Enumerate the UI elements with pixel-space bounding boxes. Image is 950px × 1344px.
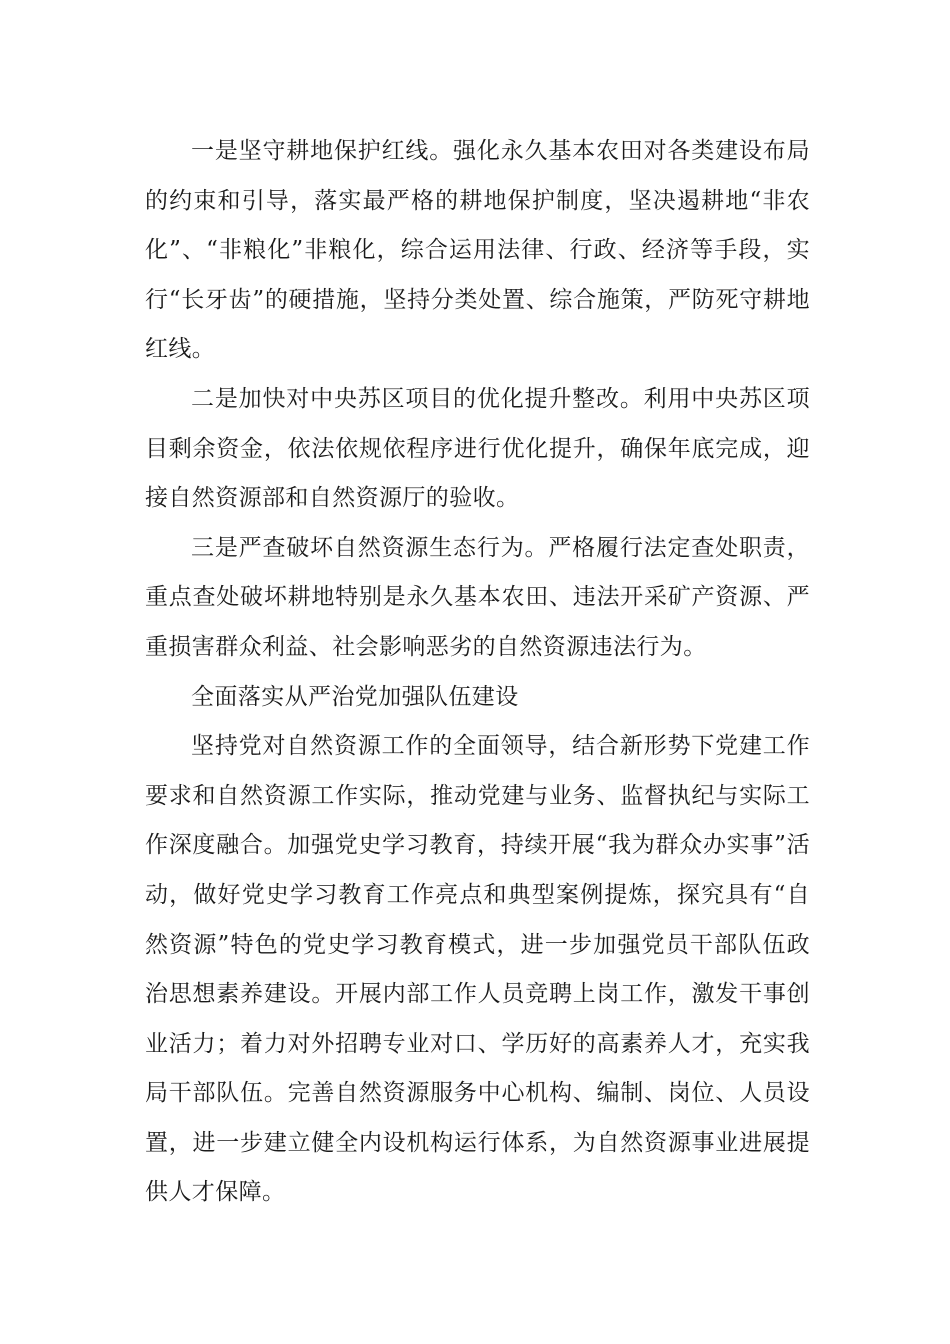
paragraph-ecological-violations: 三是严查破坏自然资源生态行为。严格履行法定查处职责，重点查处破坏耕地特别是永久基本农田、违法开采矿产资源、严重损害群众利益、社会影响恶劣的自然资源违法行为。 — [145, 534, 810, 660]
paragraph-soviet-area-project: 二是加快对中央苏区项目的优化提升整改。利用中央苏区项目剩余资金，依法依规依程序进行优化提升，确保年底完成，迎接自然资源部和自然资源厅的验收。 — [145, 385, 810, 512]
document-body — [145, 127, 810, 1218]
paragraph-farmland-protection: 一是坚守耕地保护红线。强化永久基本农田对各类建设布局的约束和引导，落实最严格的耕地保护制度，坚决遏耕地“非农化”、“非粮化”非粮化，综合运用法律、行政、经济等手段，实行“长牙齿”的硬措施，坚持分类处置、综合施策，严防死守耕地红线。 — [145, 138, 810, 363]
section-heading-party-building: 全面落实从严治党加强队伍建设 — [191, 683, 519, 710]
paragraph-party-leadership: 坚持党对自然资源工作的全面领导，结合新形势下党建工作要求和自然资源工作实际，推动党建与业务、监督执纪与实际工作深度融合。加强党史学习教育，持续开展“我为群众办实事”活动，做好党史学习教育工作亮点和典型案例提炼，探究具有“自然资源”特色的党史学习教育模式，进一步加强党员干部队伍政治思想素养建设。开展内部工作人员竞聘上岗工作，激发干事创业活力；着力对外招聘专业对口、学历好的高素养人才，充实我局干部队伍。完善自然资源服务中心机构、编制、岗位、人员设置，进一步建立健全内设机构运行体系，为自然资源事业进展提供人才保障。 — [145, 733, 810, 1206]
